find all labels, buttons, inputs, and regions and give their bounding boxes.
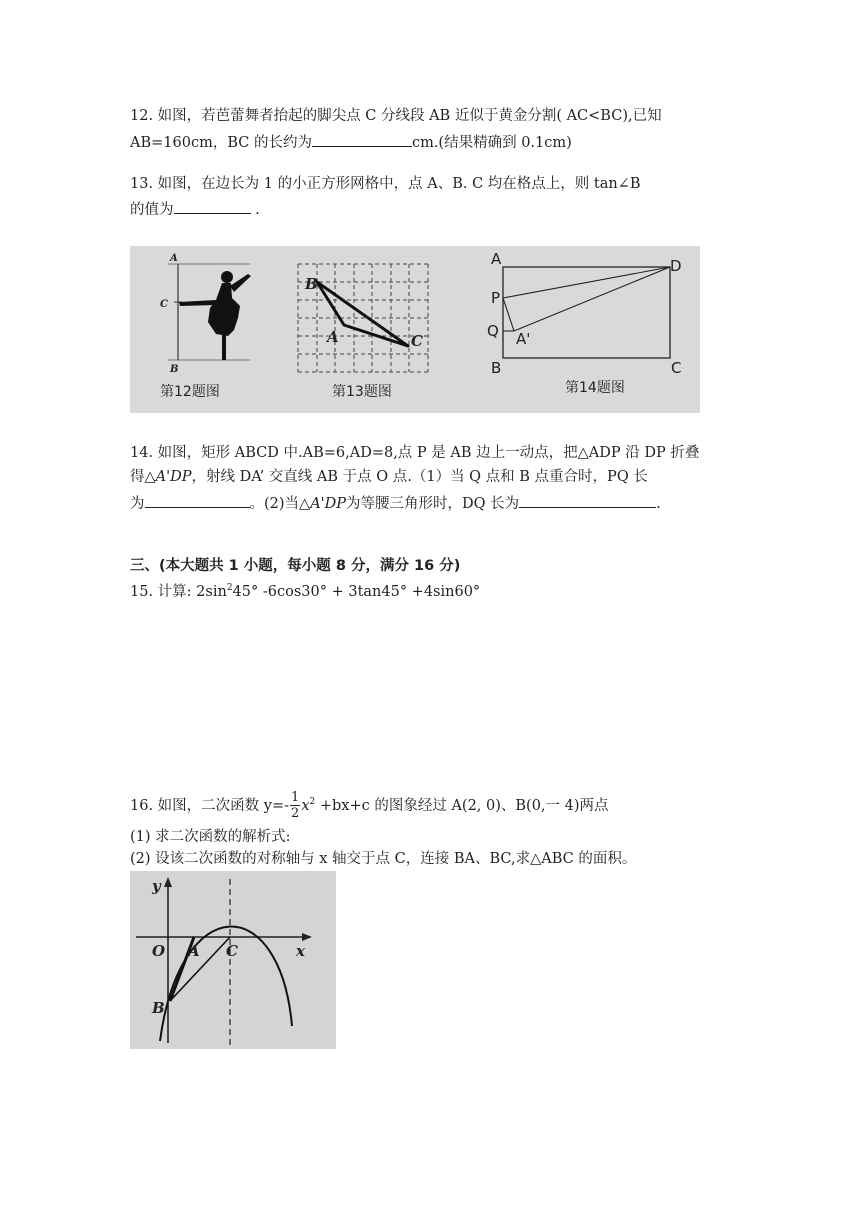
q14-line3-b: 。(2)当△	[249, 496, 311, 512]
q16-label-x: x	[296, 942, 305, 960]
fig12-caption: 第12题图	[160, 384, 220, 400]
q16-line1	[130, 788, 609, 821]
q14-answer-blank-2[interactable]	[519, 492, 656, 508]
q16-frac-den: 2	[291, 806, 300, 822]
q16-label-c: C	[226, 942, 238, 960]
q16-graph-svg	[130, 871, 336, 1049]
q16-label-o: O	[152, 942, 166, 960]
fig14-label-b: B	[491, 359, 502, 377]
q15-sup: 2	[226, 583, 233, 593]
q12-line2-pre: AB=160cm，BC 的长约为	[130, 135, 312, 151]
fig12-label-c: C	[160, 299, 168, 310]
figure-strip	[130, 246, 700, 413]
q14-line2	[130, 467, 648, 487]
q16-graph	[130, 871, 336, 1049]
q14-line3	[130, 492, 661, 514]
q15-text-b: 45° -6cos30° + 3tan45° +4sin60°	[232, 583, 481, 600]
section3-heading: 三、(本大题共 1 小题，每小题 8 分，满分 16 分)	[130, 558, 461, 574]
fig14-label-a: A	[491, 250, 502, 268]
q13-line2	[130, 198, 260, 220]
q14-line3-a: 为	[130, 496, 145, 512]
q16-line1-a: 16. 如图，二次函数 y=-	[130, 797, 290, 814]
q12-line2	[130, 131, 572, 153]
q12-line2-post: cm.(结果精确到 0.1cm)	[411, 135, 572, 151]
fig13-grid	[298, 264, 428, 372]
q14-line2-a: 得△	[130, 469, 156, 485]
q16-label-b: B	[152, 999, 165, 1017]
fig14-rectangle	[487, 250, 682, 377]
q13-answer-blank[interactable]	[174, 198, 251, 214]
q16-var: x	[301, 797, 310, 814]
fig13-caption: 第13题图	[332, 384, 392, 400]
q16-fraction	[290, 790, 300, 821]
fig12-label-a: A	[170, 253, 178, 264]
fig14-label-q: Q	[487, 322, 499, 340]
q14-triangle-name: A'DP	[155, 469, 192, 485]
fig14-caption: 第14题图	[565, 380, 625, 396]
fig13-label-c: C	[411, 332, 423, 350]
q13-line1: 13. 如图，在边长为 1 的小正方形网格中，点 A、B. C 均在格点上，则 tan∠B	[130, 176, 641, 192]
fig12-label-b: B	[170, 364, 179, 375]
q16-sup: 2	[309, 797, 316, 807]
q14-line3-d: .	[656, 496, 661, 512]
fig14-label-p: P	[491, 289, 501, 307]
fig14-label-c: C	[671, 359, 682, 377]
fig14-label-a-prime: A'	[516, 330, 531, 348]
q16-frac-num: 1	[291, 790, 300, 806]
q13-line2-post: .	[250, 202, 260, 218]
fig13-label-a: A	[327, 328, 339, 346]
q16-label-y: y	[152, 877, 161, 895]
q14-triangle-name-2: A'DP	[310, 496, 347, 512]
q12-answer-blank[interactable]	[312, 131, 412, 147]
q15-text-a: 15. 计算: 2sin	[130, 583, 227, 600]
q14-line3-c: 为等腰三角形时，DQ 长为	[346, 496, 520, 512]
q16-line1-b: +bx+c 的图象经过 A(2, 0)、B(0,一 4)两点	[315, 797, 609, 814]
q14-line2-b: ，射线 DA’ 交直线 AB 于点 O 点.（1）当 Q 点和 B 点重合时，PQ 长	[191, 469, 648, 485]
q16-part1: (1) 求二次函数的解析式:	[130, 829, 291, 845]
q13-line2-pre: 的值为	[130, 202, 174, 218]
q16-label-a: A	[188, 942, 200, 960]
q16-part2: (2) 设该二次函数的对称轴与 x 轴交于点 C，连接 BA、BC,求△ABC 的面积。	[130, 851, 637, 867]
q12-line1: 12. 如图，若芭蕾舞者抬起的脚尖点 C 分线段 AB 近似于黄金分割( AC<BC),已知	[130, 108, 662, 124]
fig12-ballerina	[160, 253, 251, 375]
fig14-label-d: D	[670, 257, 682, 275]
q14-answer-blank-1[interactable]	[145, 492, 250, 508]
fig13-label-b: B	[305, 275, 318, 293]
figure-strip-svg	[130, 246, 700, 413]
q14-line1: 14. 如图，矩形 ABCD 中.AB=6,AD=8,点 P 是 AB 边上一动点，把△ADP 沿 DP 折叠	[130, 445, 700, 461]
q15-line	[130, 578, 480, 602]
